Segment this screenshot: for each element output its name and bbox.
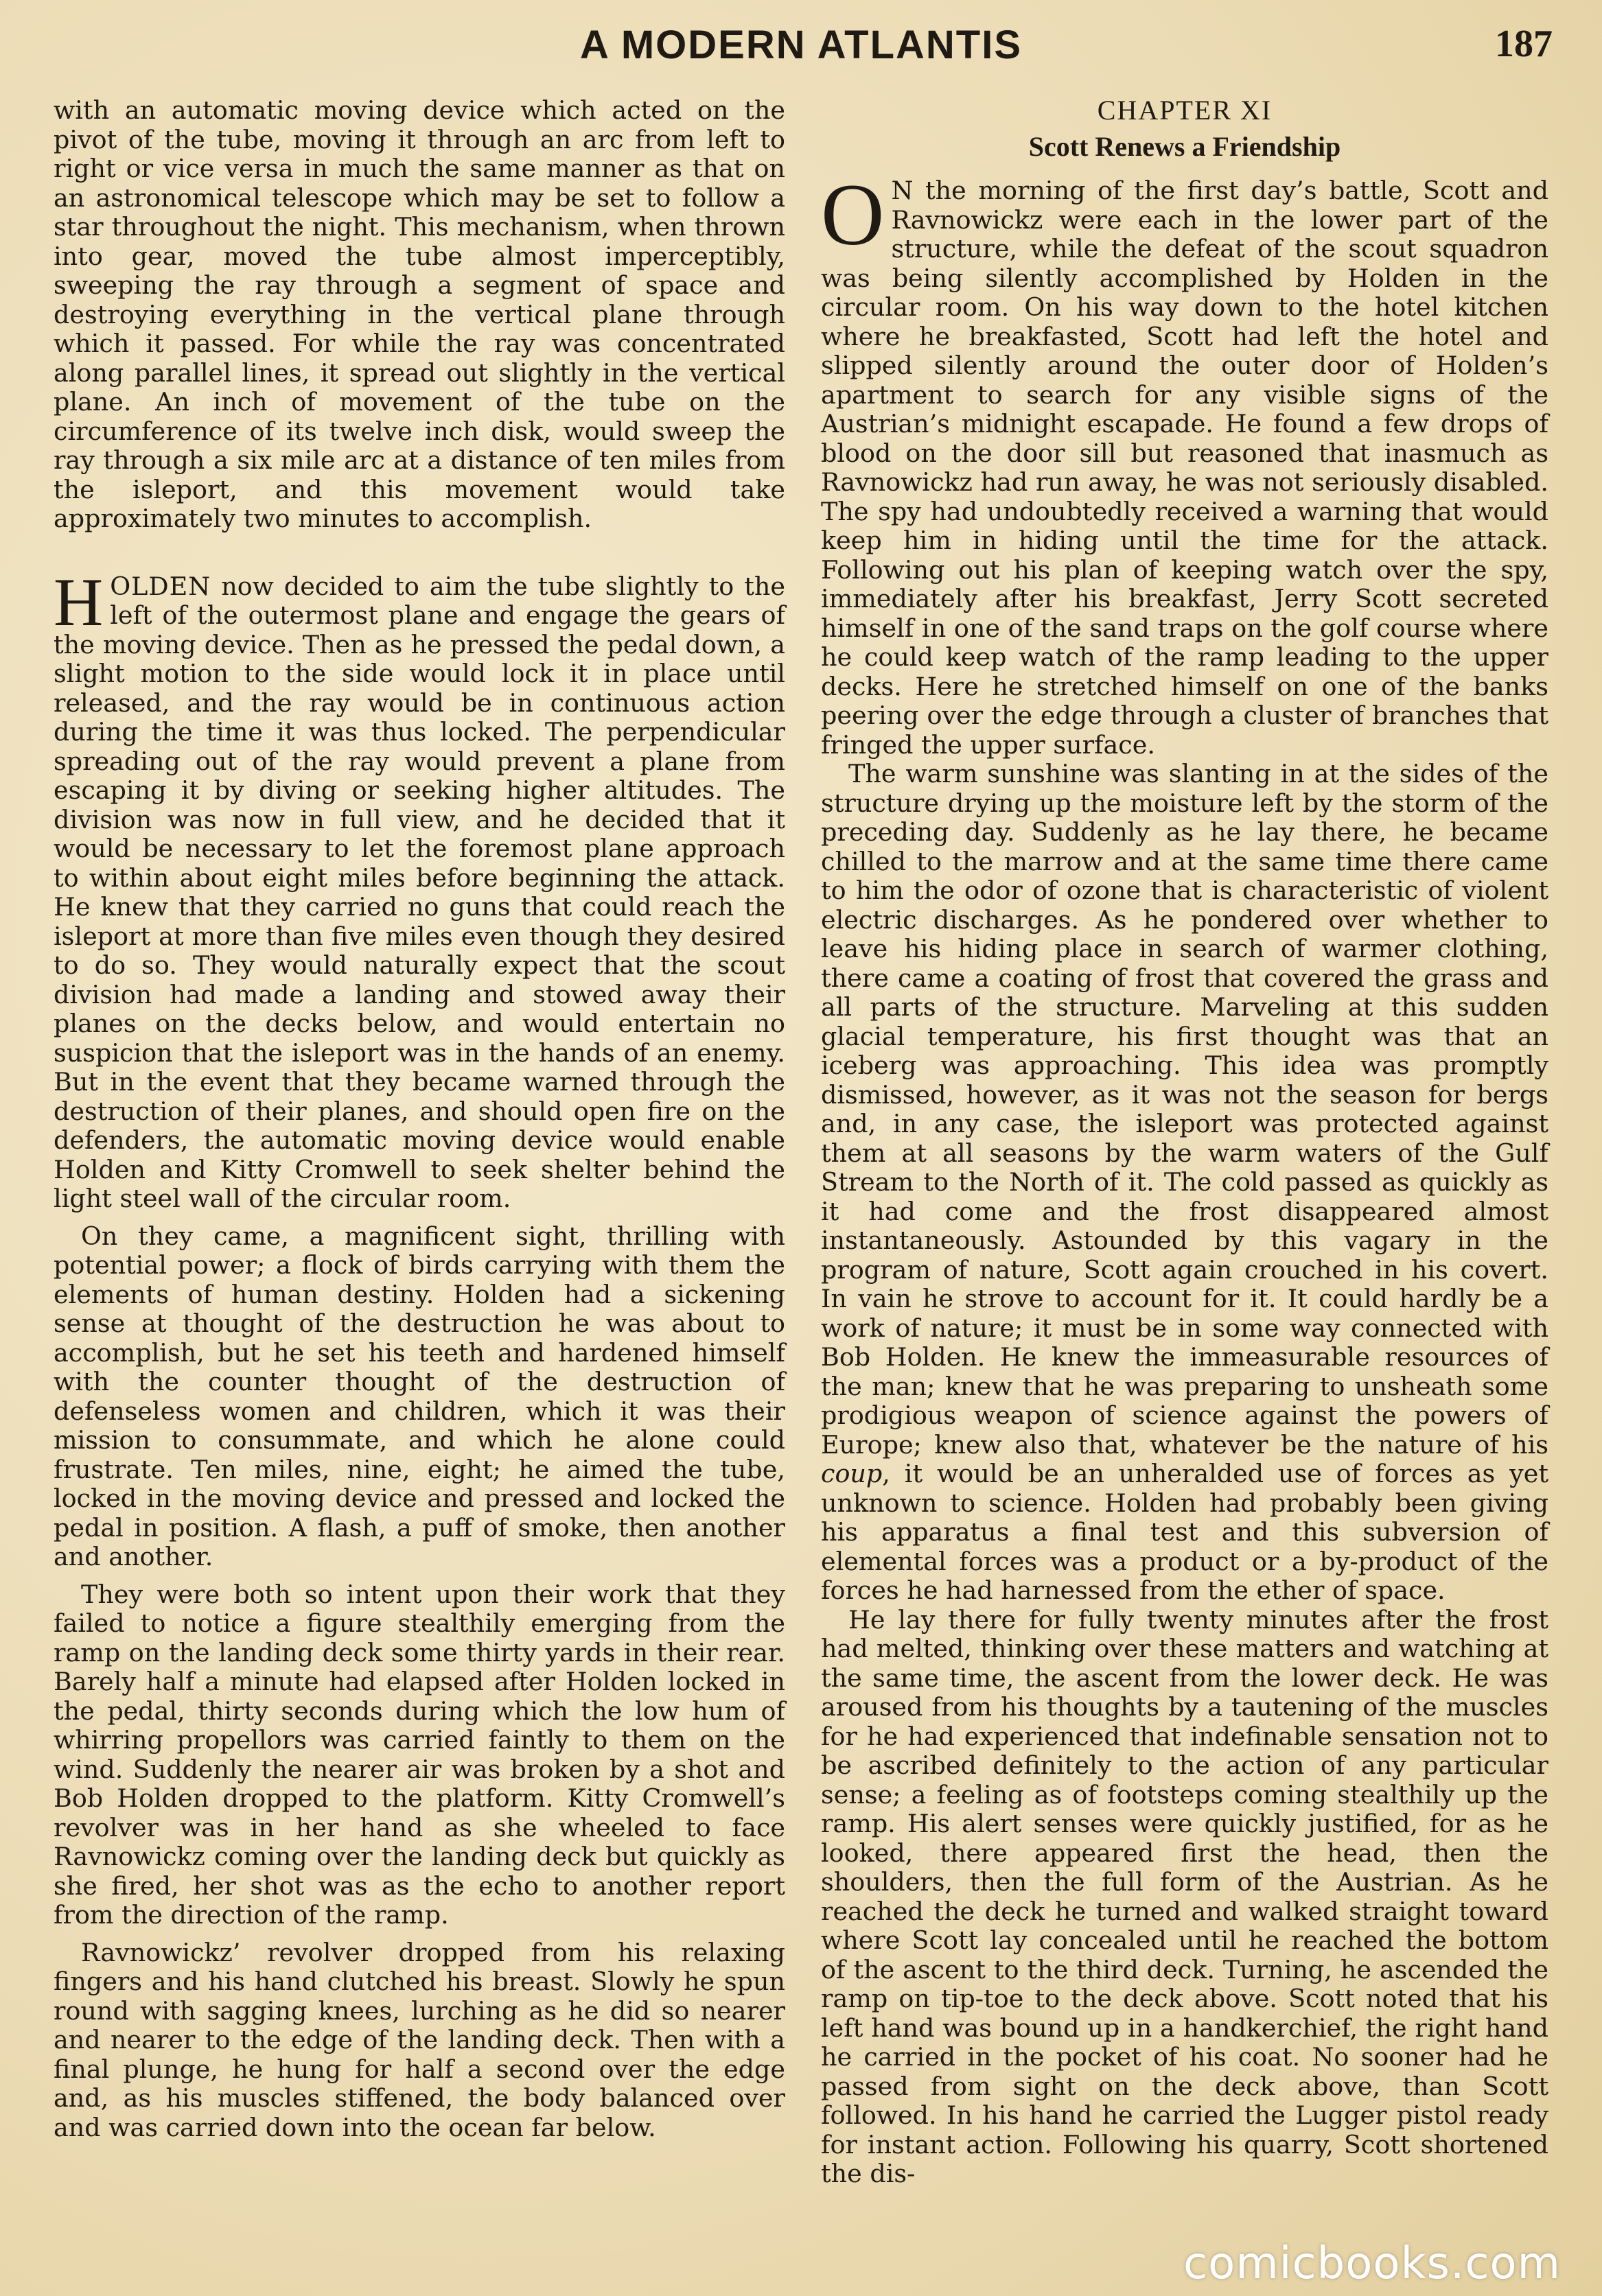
- paragraph: On they came, a magnificent sight, thrilling with potential power; a flock of birds carrying with them the elements of human destiny. Holden had a sickening sense at thought of the destruction he was about to accomplish, but he set his teeth and hardened himself with the counter thought of the destruction of defenseless women and children, which it was their mission to consummate, and which he alone could frustrate. Ten miles, nine, eight; he aimed the tube, locked in the moving device and pressed and locked the pedal in position. A flash, a puff of smoke, then another and another.: [54, 1221, 785, 1571]
- watermark: comicbooks.com: [1183, 2238, 1561, 2289]
- paragraph: [821, 760, 1548, 1606]
- page-header: [0, 22, 1602, 77]
- italic-word: coup: [821, 1459, 883, 1488]
- small-caps-lead: OLDEN: [110, 571, 211, 601]
- drop-cap: O: [821, 166, 885, 263]
- page-number: 187: [1495, 23, 1553, 65]
- paragraph: with an automatic moving device which acted on the pivot of the tube, moving it through an arc from left to right or vice versa in much the same manner as that on an astronomical telescope which may be set to follow a star throughout the night. This mechanism, when thrown into gear, moved the tube almost imperceptibly, sweeping the ray through a segment of space and destroying everything in the vertical plane through which it passed. For while the ray was concentrated along parallel lines, it spread out slightly in the vertical plane. An inch of movement of the tube on the circumference of its twelve inch disk, would sweep the ray through a six mile arc at a distance of ten miles from the isleport, and this movement would take approximately two minutes to accomplish.: [54, 95, 785, 533]
- running-title: A MODERN ATLANTIS: [579, 23, 1023, 67]
- drop-cap: H: [54, 563, 104, 640]
- left-column: [54, 96, 785, 2142]
- paragraph-text: N the morning of the first day’s battle, Scott and Ravnowickz were each in the lower part of the structure, while the defeat of the scout squadron was being silently accomplished by Holden in the circular room. On his way down to the hotel kitchen where he breakfasted, Scott had left the hotel and slipped silently around the outer door of Holden’s apartment to search for any visible signs of the Austrian’s midnight escapade. He found a few drops of blood on the door sill but reasoned that inasmuch as Ravnowickz had run away, he was not seriously disabled. The spy had undoubtedly received a warning that would keep him in hiding until the time for the attack. Following out his plan of keeping watch over the spy, immediately after his breakfast, Jerry Scott secreted himself in one of the sand traps on the golf course where he could keep watch of the ramp leading to the upper decks. Here he stretched himself on one of the banks peering over the edge through a cluster of branches that fringed the upper surface.: [821, 176, 1548, 760]
- paragraph-text: , it would be an unheralded use of forces as yet unknown to science. Holden had probably been giving his apparatus a final test and this subversion of elemental forces was a product or a by-product of the forces he had harnessed from the ether of space.: [821, 1459, 1548, 1605]
- chapter-number: CHAPTER XI: [1097, 95, 1273, 126]
- paragraph-text: now decided to aim the tube slightly to the left of the outermost plane and engage the gears of the moving device. Then as he pressed the pedal down, a slight motion to the side would lock it in place until released, and the ray would be in continuous action during the time it was thus locked. The perpendicular spreading out of the ray would prevent a plane from escaping it by diving or seeking higher altitudes. The division was now in full view, and he decided that it would be necessary to let the foremost plane approach to within about eight miles before beginning the attack. He knew that they carried no guns that could reach the isleport at more than five miles even though they desired to do so. They would naturally expect that the scout division had made a landing and stowed away their planes on the decks below, and would entertain no suspicion that the isleport was in the hands of an enemy. But in the event that they became warned through the destruction of their planes, and should open fire on the defenders, the automatic moving device would enable Holden and Kitty Cromwell to seek shelter behind the light steel wall of the circular room.: [54, 571, 785, 1213]
- paragraph: [821, 166, 1548, 760]
- right-column: [821, 96, 1548, 2189]
- paragraph: He lay there for fully twenty minutes after the frost had melted, thinking over these matters and watching at the same time, the ascent from the lower deck. He was aroused from his thoughts by a tautening of the muscles for he had experienced that indefinable sensation not to be ascribed definitely to the action of any particular sense; a feeling as of footsteps coming stealthily up the ramp. His alert senses were quickly justified, for as he looked, there appeared first the head, then the shoulders, then the full form of the Austrian. As he reached the deck he turned and walked straight toward where Scott lay concealed until he reached the bottom of the ascent to the third deck. Turning, he ascended the ramp on tip-toe to the deck above. Scott noted that his left hand was bound up in a handkerchief, the right hand he carried in the pocket of his coat. No sooner had he passed from sight on the deck above, than Scott followed. In his hand he carried the Lugger pistol ready for instant action. Following his quarry, Scott shortened the dis-: [821, 1604, 1548, 2188]
- chapter-title: Scott Renews a Friendship: [1028, 130, 1341, 162]
- paragraph: Ravnowickz’ revolver dropped from his relaxing fingers and his hand clutched his breast. Slowly he spun round with sagging knees, lurching as he did so nearer and nearer to the edge of the landing deck. Then with a final plunge, he hung for half a second over the edge and, as his muscles stiffened, the body balanced over and was carried down into the ocean far below.: [54, 1937, 785, 2142]
- paragraph: They were both so intent upon their work that they failed to notice a figure stealthily emerging from the ramp on the landing deck some thirty yards in their rear. Barely half a minute had elapsed after Holden locked in the pedal, thirty seconds during which the low hum of whirring propellors was carried faintly to them on the wind. Suddenly the nearer air was broken by a shot and Bob Holden dropped to the platform. Kitty Cromwell’s revolver was in her hand as she wheeled to face Ravnowickz coming over the landing deck but quickly as she fired, her shot was as the echo to another report from the direction of the ramp.: [54, 1579, 785, 1930]
- paragraph: [54, 563, 785, 1214]
- paragraph-text: The warm sunshine was slanting in at the sides of the structure drying up the moisture left by the storm of the preceding day. Suddenly as he lay there, he became chilled to the marrow and at the same time there came to him the odor of ozone that is characteristic of violent electric discharges. As he pondered over whether to leave his hiding place in search of warmer clothing, there came a coating of frost that covered the grass and all parts of the structure. Marveling at this sudden glacial temperature, his first thought was that an iceberg was approaching. This idea was promptly dismissed, however, as it was not the season for bergs and, in any case, the isleport was protected against them at all seasons by the warm waters of the Gulf Stream to the North of it. The cold passed as quickly as it had come and the frost disappeared almost instantaneously. Astounded by this vagary in the program of nature, Scott again crouched in his covert. In vain he strove to account for it. It could hardly be a work of nature; it must be in some way connected with Bob Holden. He knew the immeasurable resources of the man; knew that he was preparing to unsheath some prodigious weapon of science against the powers of Europe; knew also that, whatever be the nature of his: [821, 759, 1548, 1460]
